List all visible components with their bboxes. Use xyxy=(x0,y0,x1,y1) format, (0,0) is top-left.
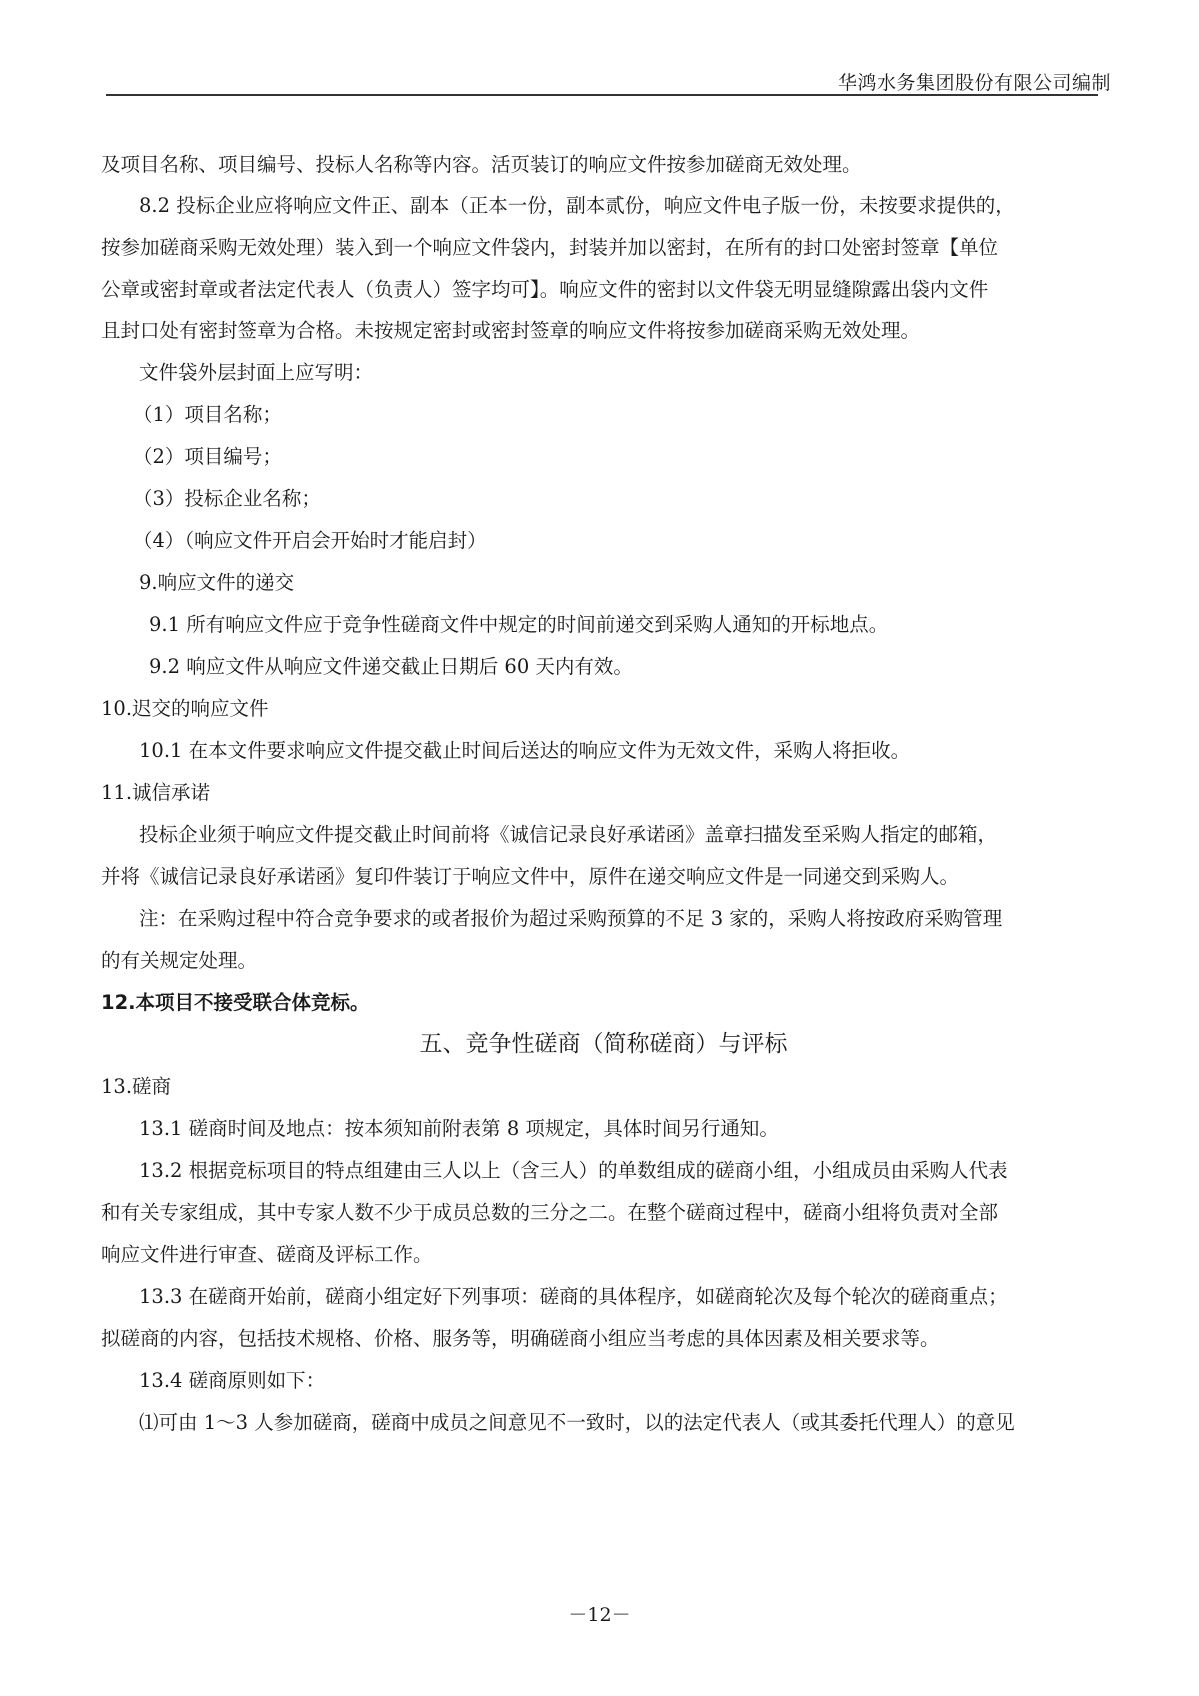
header-company: 华鸿水务集团股份有限公司编制 xyxy=(837,72,1111,94)
text-line: 10.迟交的响应文件 xyxy=(101,697,269,720)
text-line: 13.2 根据竞标项目的特点组建由三人以上（含三人）的单数组成的磋商小组，小组成员由采购人代表 xyxy=(139,1159,1008,1182)
header-divider xyxy=(106,94,1098,96)
text-line: ⑴可由 1～3 人参加磋商，磋商中成员之间意见不一致时，以的法定代表人（或其委托代理人）的意见 xyxy=(139,1411,1015,1434)
text-line: 响应文件进行审查、磋商及评标工作。 xyxy=(101,1243,433,1266)
text-line: 13.3 在磋商开始前，磋商小组定好下列事项：磋商的具体程序，如磋商轮次及每个轮次的磋商重点； xyxy=(139,1285,1008,1308)
text-line: 10.1 在本文件要求响应文件提交截止时间后送达的响应文件为无效文件，采购人将拒收。 xyxy=(139,739,911,762)
text-line: 9.1 所有响应文件应于竞争性磋商文件中规定的时间前递交到采购人通知的开标地点。 xyxy=(149,613,889,636)
text-line: 且封口处有密封签章为合格。未按规定密封或密封签章的响应文件将按参加磋商采购无效处理。 xyxy=(101,319,921,342)
text-line: 13.磋商 xyxy=(101,1075,172,1098)
text-line: （2）项目编号； xyxy=(133,445,282,468)
text-line: （1）项目名称； xyxy=(133,403,282,426)
text-line: 9.2 响应文件从响应文件递交截止日期后 60 天内有效。 xyxy=(149,655,633,678)
text-line: 9.响应文件的递交 xyxy=(139,571,295,594)
page-number: －12－ xyxy=(568,1604,631,1626)
text-line: 13.4 磋商原则如下： xyxy=(139,1369,326,1392)
text-line: 的有关规定处理。 xyxy=(101,949,258,972)
text-line: 拟磋商的内容，包括技术规格、价格、服务等，明确磋商小组应当考虑的具体因素及相关要求等。 xyxy=(101,1327,940,1350)
text-line: 和有关专家组成，其中专家人数不少于成员总数的三分之二。在整个磋商过程中，磋商小组将负责对全部 xyxy=(101,1201,999,1224)
section-title: 五、竞争性磋商（简称磋商）与评标 xyxy=(419,1031,788,1057)
text-line: （3）投标企业名称； xyxy=(133,487,321,510)
text-line: 注：在采购过程中符合竞争要求的或者报价为超过采购预算的不足 3 家的，采购人将按政府采购管理 xyxy=(139,907,1003,930)
text-line: 8.2 投标企业应将响应文件正、副本（正本一份，副本贰份，响应文件电子版一份，未按要求提供的， xyxy=(139,194,1015,217)
text-line: 并将《诚信记录良好承诺函》复印件装订于响应文件中，原件在递交响应文件是一同递交到采购人。 xyxy=(101,865,960,888)
text-line-bold: 12.本项目不接受联合体竞标。 xyxy=(101,991,370,1014)
text-line: 11.诚信承诺 xyxy=(101,781,211,804)
text-line: 文件袋外层封面上应写明： xyxy=(139,361,374,384)
text-line: 13.1 磋商时间及地点：按本须知前附表第 8 项规定，具体时间另行通知。 xyxy=(139,1117,779,1140)
text-line: 及项目名称、项目编号、投标人名称等内容。活页装订的响应文件按参加磋商无效处理。 xyxy=(101,153,862,176)
text-line: 公章或密封章或者法定代表人（负责人）签字均可】。响应文件的密封以文件袋无明显缝隙露出袋内文件 xyxy=(101,278,989,301)
text-line: 投标企业须于响应文件提交截止时间前将《诚信记录良好承诺函》盖章扫描发至采购人指定的邮箱， xyxy=(139,823,998,846)
text-line: 按参加磋商采购无效处理）装入到一个响应文件袋内，封装并加以密封，在所有的封口处密封签章【单位 xyxy=(101,236,999,259)
text-line: （4）（响应文件开启会开始时才能启封） xyxy=(133,529,487,552)
